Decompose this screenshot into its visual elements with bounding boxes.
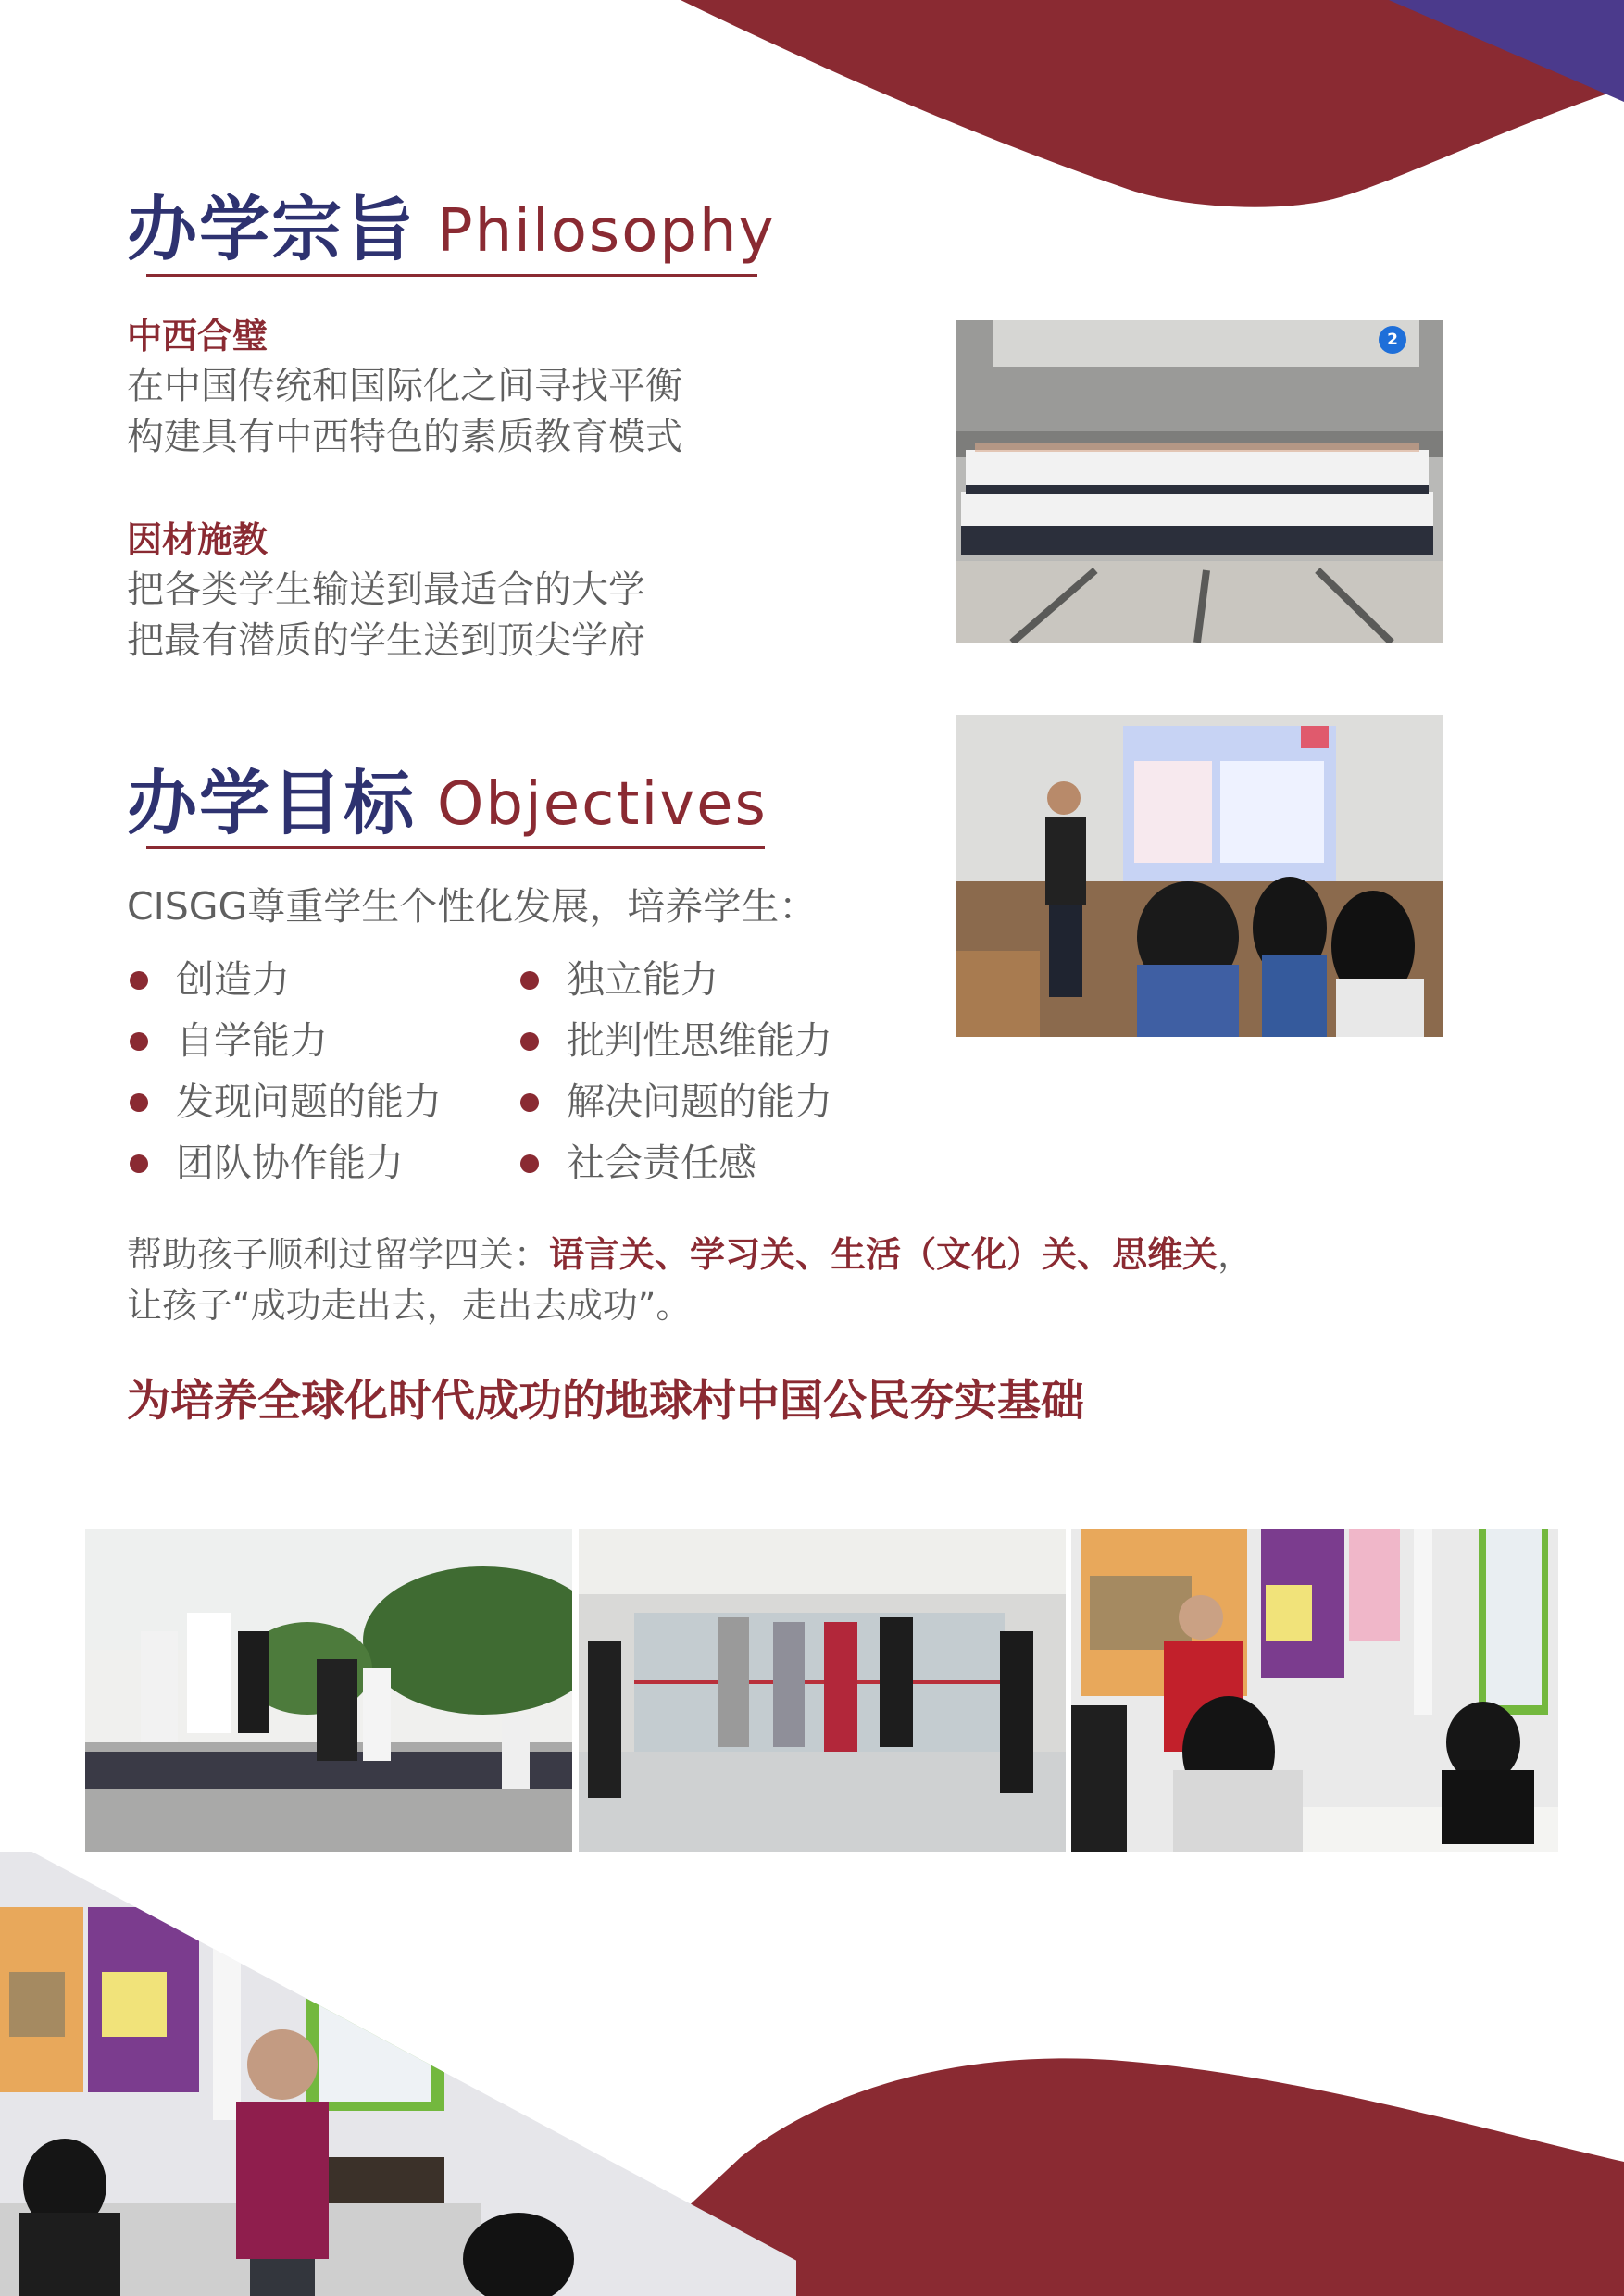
- classroom-photo: [1071, 1529, 1558, 1852]
- philosophy-item-line: 构建具有中西特色的素质教育模式: [127, 416, 682, 458]
- mission-slogan: 为培养全球化时代成功的地球村中国公民夯实基础: [127, 1376, 1084, 1427]
- philosophy-item-line: 把最有潜质的学生送到顶尖学府: [127, 619, 645, 662]
- jump-rope-photo: [579, 1529, 1066, 1852]
- pass-highlight: 学习关: [690, 1234, 796, 1275]
- ability-label: 团队协作能力: [176, 1141, 404, 1185]
- bullet-dot: [520, 1154, 539, 1173]
- philosophy-underline: [146, 274, 757, 277]
- ability-list-item: [130, 1141, 404, 1185]
- ability-list-item: [520, 957, 718, 1002]
- philosophy-item-heading: 因材施教: [127, 519, 269, 560]
- bullet-dot: [130, 1154, 148, 1173]
- ability-list-item: [520, 1018, 832, 1063]
- passes-prefix: 帮助孩子顺利过留学四关：: [127, 1234, 550, 1275]
- objectives-title-zh: 办学目标: [127, 762, 416, 844]
- objectives-intro: CISGG尊重学生个性化发展，培养学生：: [127, 884, 818, 929]
- four-passes-line: [127, 1229, 1253, 1280]
- ability-list-item: [520, 1141, 756, 1185]
- lecture-photo: [956, 715, 1443, 1037]
- bullet-dot: [130, 1032, 148, 1051]
- ability-list-item: [130, 1079, 442, 1124]
- philosophy-item-text: [127, 565, 645, 667]
- pass-highlight: 生活（文化）关: [831, 1234, 1078, 1275]
- ability-label: 发现问题的能力: [176, 1079, 442, 1124]
- pass-highlight: 思维关: [1112, 1234, 1218, 1275]
- ability-list-item: [520, 1079, 832, 1124]
- group-photo: [956, 320, 1443, 643]
- objectives-title-en: Objectives: [437, 770, 768, 839]
- ability-list-item: [130, 957, 290, 1002]
- bullet-dot: [520, 1032, 539, 1051]
- ability-label: 解决问题的能力: [567, 1079, 832, 1124]
- pass-highlight: 语言关: [549, 1234, 656, 1275]
- ability-label: 社会责任感: [567, 1141, 756, 1185]
- pass-separator: 、: [655, 1234, 691, 1275]
- room-number-badge: 2: [1379, 326, 1406, 354]
- bullet-dot: [130, 971, 148, 990]
- pass-separator: 、: [1077, 1234, 1113, 1275]
- passes-end: ，: [1218, 1234, 1254, 1275]
- ability-label: 自学能力: [176, 1018, 328, 1063]
- philosophy-title-zh: 办学宗旨: [127, 188, 416, 270]
- bullet-dot: [520, 1093, 539, 1112]
- ability-label: 独立能力: [567, 957, 718, 1002]
- bullet-dot: [130, 1093, 148, 1112]
- four-passes-line-2: 让孩子“成功走出去，走出去成功”。: [127, 1285, 692, 1326]
- philosophy-title-en: Philosophy: [437, 197, 776, 266]
- pass-separator: 、: [795, 1234, 831, 1275]
- bullet-dot: [520, 971, 539, 990]
- four-passes-text: [127, 1229, 1253, 1331]
- philosophy-item-line: 在中国传统和国际化之间寻找平衡: [127, 365, 682, 407]
- ability-label: 创造力: [176, 957, 290, 1002]
- philosophy-item-heading: 中西合璧: [127, 316, 269, 356]
- ability-list-item: [130, 1018, 328, 1063]
- basketball-photo: [85, 1529, 572, 1852]
- objectives-underline: [146, 846, 765, 849]
- philosophy-item-text: [127, 361, 682, 463]
- philosophy-item-line: 把各类学生输送到最适合的大学: [127, 568, 645, 611]
- ability-label: 批判性思维能力: [567, 1018, 832, 1063]
